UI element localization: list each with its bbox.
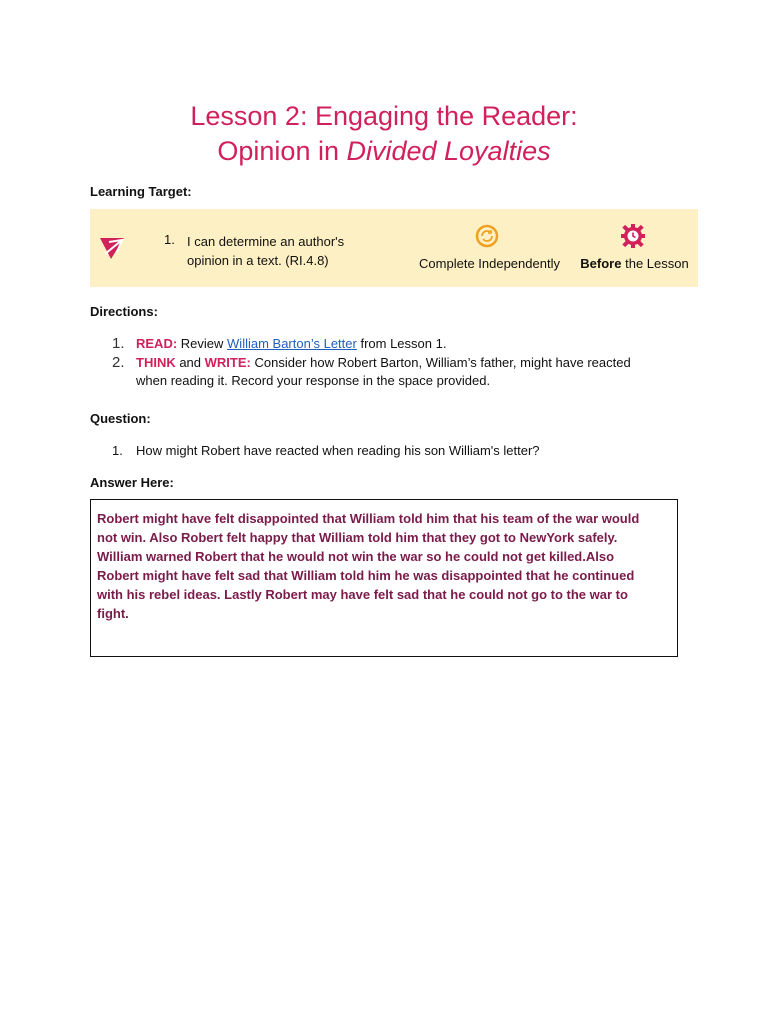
gear-clock-icon [620, 223, 646, 249]
answer-line: with his rebel ideas. Lastly Robert may have felt sad that he could not go to the war to [97, 587, 628, 602]
lesson-title: Lesson 2: Engaging the Reader: [190, 101, 578, 131]
refresh-cycle-icon [475, 224, 499, 248]
direction-item-2 [112, 353, 631, 372]
answer-line: not win. Also Robert felt happy that William told him that they got to NewYork safely. [97, 530, 618, 545]
question-number: 1. [112, 443, 123, 458]
answer-line: fight. [97, 606, 129, 621]
direction-number: 2. [112, 354, 125, 371]
write-keyword: WRITE: [204, 355, 251, 370]
direction-text: Consider how Robert Barton, William’s father, might have reacted [250, 355, 631, 370]
answer-line: Robert might have felt disappointed that William told him that his team of the war would [97, 511, 640, 526]
answer-text [97, 509, 667, 623]
learning-target-heading: Learning Target: [90, 184, 192, 199]
directions-heading: Directions: [90, 304, 158, 319]
subtitle-prefix: Opinion in [217, 136, 347, 166]
direction-text-continued: when reading it. Record your response in the space provided. [136, 373, 491, 388]
question-heading: Question: [90, 411, 151, 426]
read-keyword: READ: [136, 336, 178, 351]
answer-box[interactable] [90, 499, 678, 657]
before-rest: the Lesson [621, 256, 689, 271]
target-number: 1. [164, 232, 175, 247]
direction-text: from Lesson 1. [356, 336, 447, 351]
learning-target-panel [90, 209, 698, 287]
direction-text: Review [177, 336, 228, 351]
before-the-lesson-label [577, 256, 692, 271]
question-text: How might Robert have reacted when reading his son William's letter? [136, 443, 540, 458]
paper-plane-icon [97, 232, 127, 262]
target-text: I can determine an author's opinion in a text. (RI.4.8) [187, 234, 345, 268]
answer-heading: Answer Here: [90, 475, 174, 490]
question-item [112, 443, 540, 458]
answer-line: Robert might have felt sad that William told him he was disappointed that he continued [97, 568, 635, 583]
subtitle-book-title: Divided Loyalties [346, 136, 551, 166]
direction-number: 1. [112, 335, 125, 352]
direction-text: and [175, 355, 205, 370]
lesson-subtitle [0, 134, 768, 168]
direction-item-1 [112, 334, 446, 353]
complete-independently-label: Complete Independently [419, 256, 560, 271]
answer-line: William warned Robert that he would not win the war so he could not get killed.Also [97, 549, 615, 564]
william-barton-letter-link[interactable]: William Barton’s Letter [227, 336, 357, 351]
before-bold: Before [580, 256, 622, 271]
think-keyword: THINK [136, 355, 176, 370]
